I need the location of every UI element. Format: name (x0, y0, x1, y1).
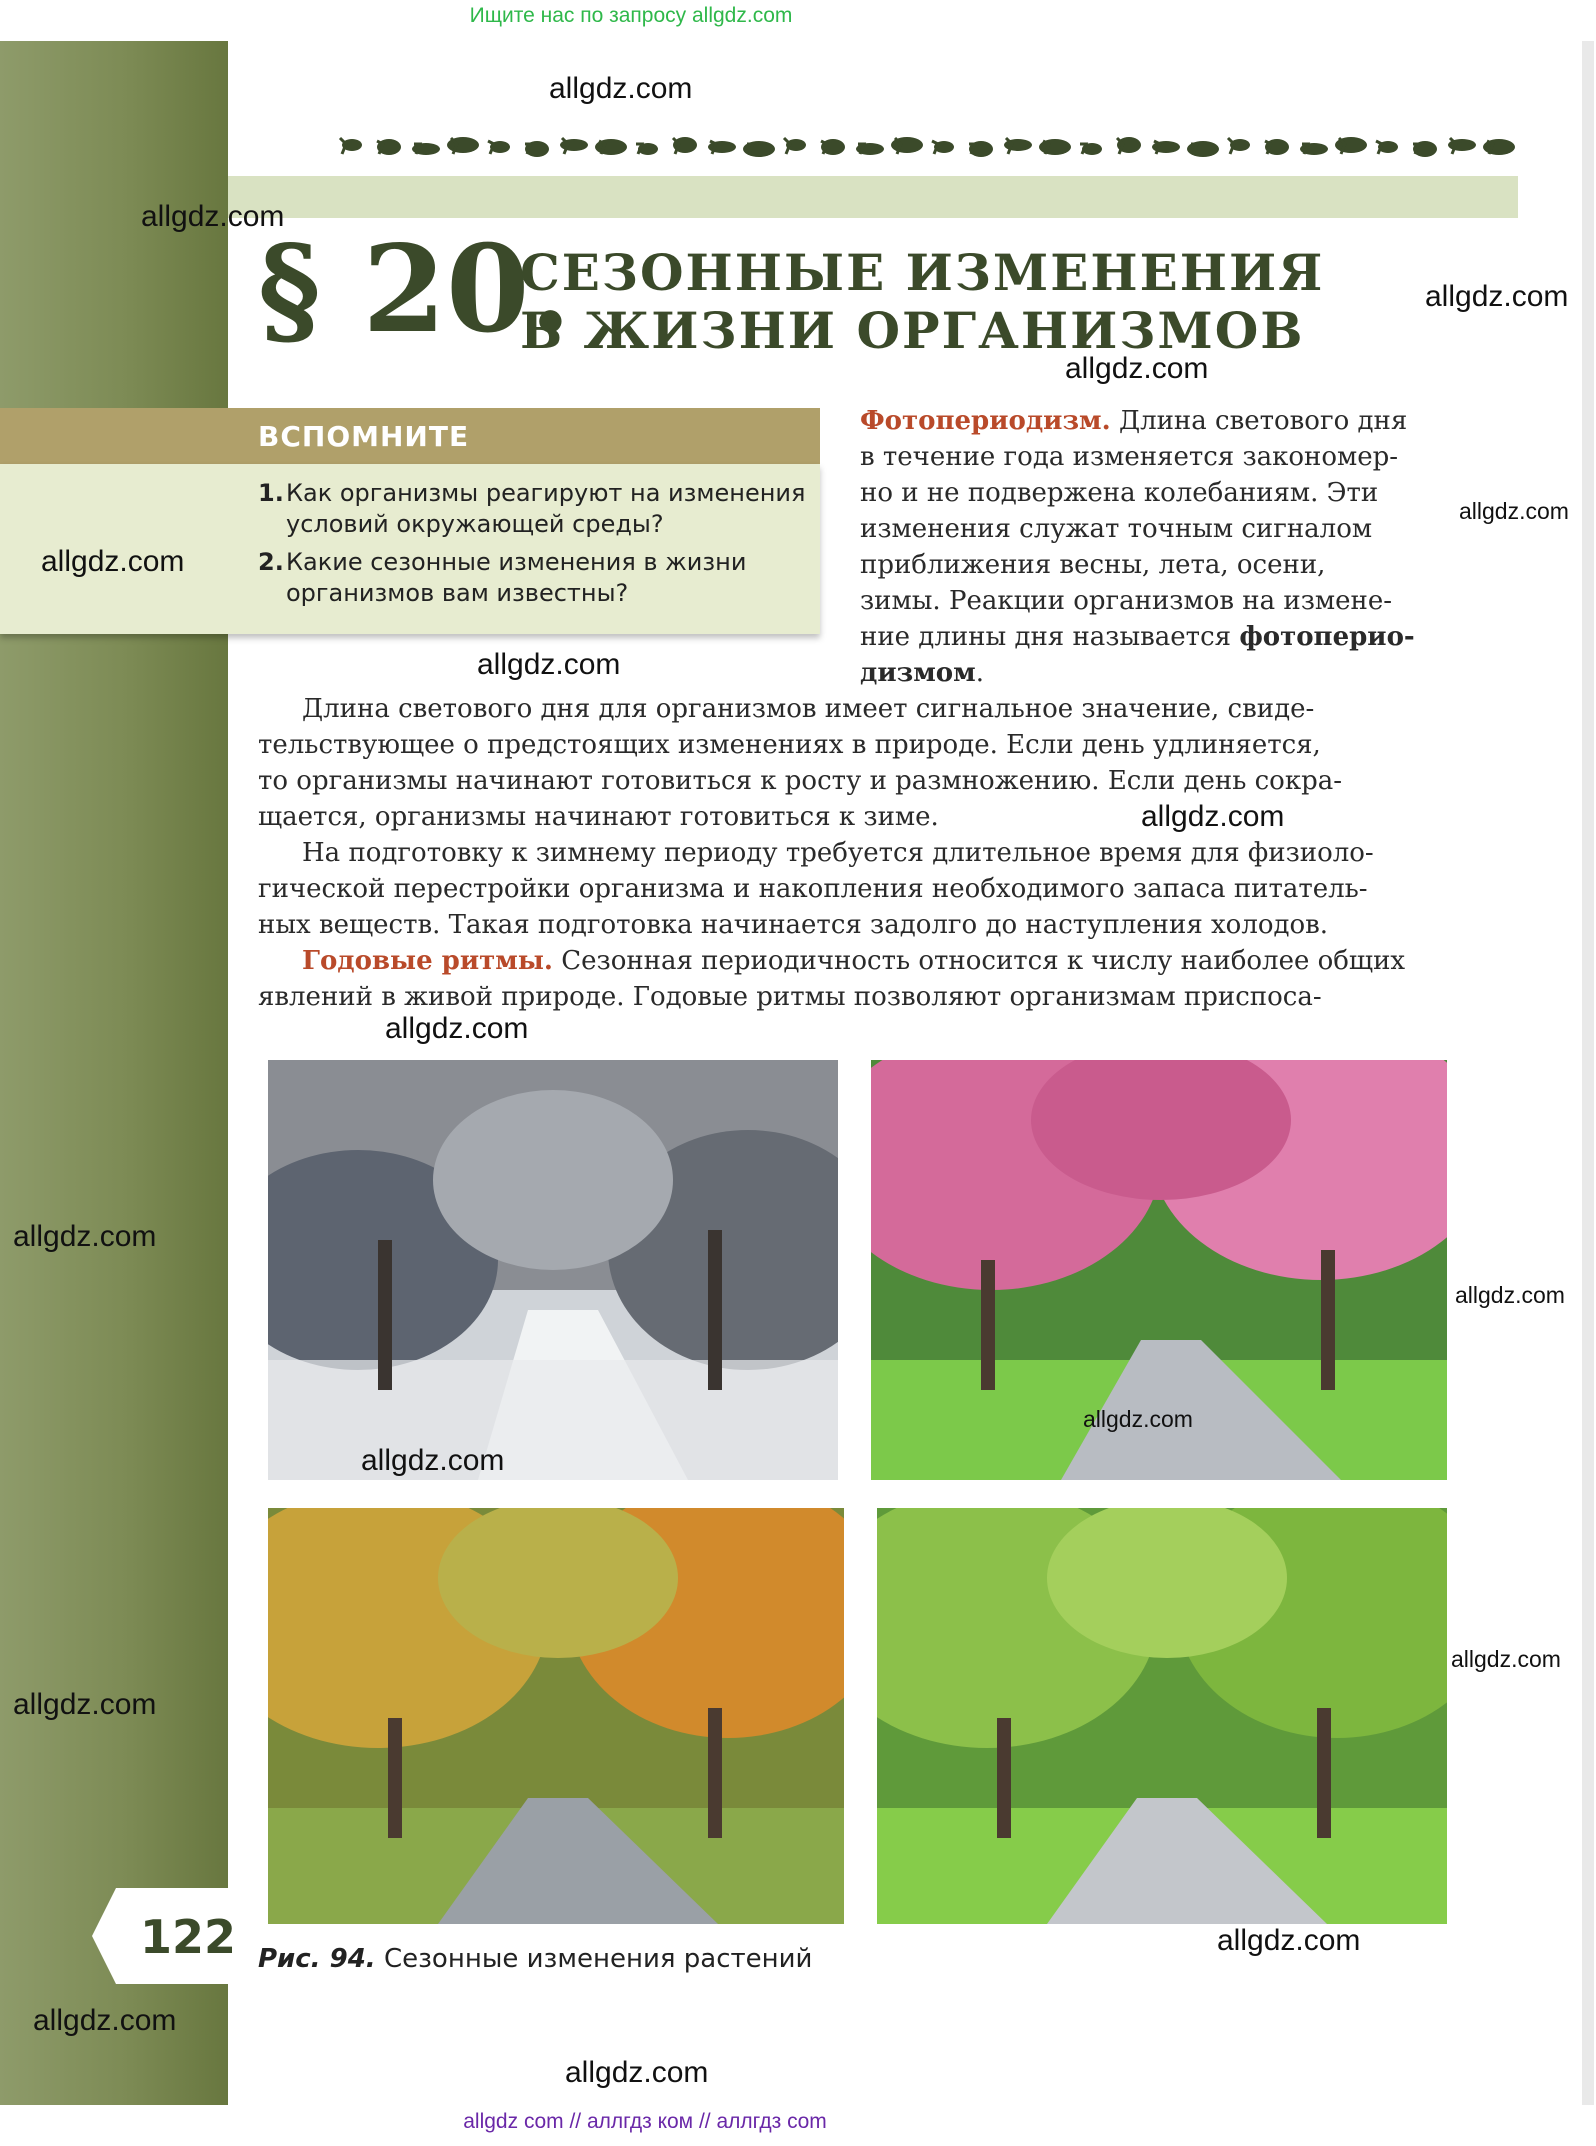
animal-silhouette-icon (1413, 141, 1437, 157)
animal-silhouettes-icon (334, 128, 1519, 162)
text-line: Длина светового дня для организмов имеет сигнальное значение, свиде- (302, 694, 1315, 724)
page-number: 122 (140, 1910, 237, 1964)
photo-summer (877, 1508, 1447, 1924)
animal-silhouette-icon (1152, 141, 1180, 154)
watermark: allgdz.com (1451, 1646, 1561, 1672)
remember-question-1 (258, 478, 818, 540)
text-line: в течение года изменяется закономер- (860, 442, 1399, 472)
animal-silhouette-icon (1039, 139, 1071, 155)
watermark: allgdz.com (1459, 498, 1569, 524)
watermark: allgdz.com (1217, 1924, 1361, 1957)
animal-silhouette-icon (340, 138, 362, 154)
animal-silhouette-icon (447, 137, 479, 154)
section-title (520, 244, 1324, 360)
watermark: allgdz.com (13, 1220, 157, 1253)
watermark: allgdz.com (1455, 1282, 1565, 1308)
figure-caption (258, 1944, 812, 1974)
title-band (228, 176, 1518, 218)
remember-question-2 (258, 547, 818, 609)
animal-silhouette-icon (1448, 138, 1476, 154)
watermark: allgdz.com (1425, 280, 1569, 313)
watermark: allgdz.com (1083, 1406, 1193, 1432)
side-band (0, 41, 228, 2105)
watermark: allgdz.com (477, 648, 621, 681)
text-line: но и не подвержена колебаниям. Эти (860, 478, 1379, 508)
animal-silhouette-icon (377, 139, 401, 155)
animal-silhouette-icon (560, 138, 588, 154)
photoperiodism-paragraph (860, 403, 1455, 691)
section-number: § 20. (258, 219, 572, 360)
animal-silhouette-icon (821, 139, 845, 155)
animal-silhouette-icon (708, 141, 736, 154)
section-title-line2: В ЖИЗНИ ОРГАНИЗМОВ (520, 301, 1305, 360)
main-text (258, 691, 1455, 1015)
text-line: ных веществ. Такая подготовка начинается задолго до наступления холодов. (258, 910, 1329, 940)
watermark: allgdz.com (549, 72, 693, 105)
photo-winter (268, 1060, 838, 1480)
text-line: ние длины дня называется (860, 622, 1232, 652)
animal-silhouette-icon (1117, 137, 1141, 154)
text-line: тельствующее о предстоящих изменениях в природе. Если день удлиняется, (258, 730, 1321, 760)
watermark: allgdz.com (33, 2004, 177, 2037)
animal-silhouette-icon (743, 141, 775, 157)
animal-silhouette-icon (673, 137, 697, 154)
question-text: Как организмы реагируют на изменения (286, 479, 806, 507)
animal-silhouette-icon (1300, 143, 1328, 155)
animal-silhouette-icon (969, 141, 993, 157)
watermark: allgdz.com (41, 545, 185, 578)
figure-caption-text: Сезонные изменения растений (383, 1944, 813, 1974)
animal-silhouette-icon (1335, 137, 1367, 154)
right-scroll-edge (1582, 41, 1594, 2105)
animal-silhouette-icon (525, 141, 549, 157)
question-number: 2. (258, 548, 284, 576)
watermark: allgdz.com (1141, 800, 1285, 833)
watermark: allgdz.com (385, 1012, 529, 1045)
text-line: приближения весны, лета, осени, (860, 550, 1326, 580)
watermark: allgdz.com (565, 2056, 709, 2089)
animal-silhouette-icon (636, 143, 658, 155)
animal-silhouette-icon (1080, 143, 1102, 155)
annual-rhythms-heading: Годовые ритмы. (302, 946, 553, 976)
question-text: организмов вам известны? (286, 579, 629, 607)
watermark: allgdz.com (13, 1688, 157, 1721)
animal-silhouette-icon (932, 141, 954, 154)
text-line: щается, организмы начинают готовиться к зиме. (258, 802, 939, 832)
text-line: . (975, 658, 984, 688)
animal-silhouette-icon (1187, 141, 1219, 157)
text-line: На подготовку к зимнему периоду требуется длительное время для физиоло- (302, 838, 1374, 868)
animal-silhouette-icon (488, 141, 510, 154)
animal-silhouette-icon (856, 143, 884, 155)
animal-silhouette-icon (1228, 138, 1250, 154)
animal-silhouette-icon (891, 137, 923, 154)
animal-silhouette-icon (412, 143, 440, 155)
photoperiodism-heading: Фотопериодизм. (860, 406, 1111, 436)
animal-silhouette-icon (1265, 139, 1289, 155)
watermark: allgdz.com (361, 1444, 505, 1477)
question-text: условий окружающей среды? (286, 510, 664, 538)
text-line: Длина светового дня (1118, 406, 1408, 436)
footer-links[interactable]: allgdz com // аллгдз ком // аллгдз com (463, 2110, 827, 2133)
text-line: то организмы начинают готовиться к росту и размножению. Если день сокра- (258, 766, 1343, 796)
remember-title: ВСПОМНИТЕ (258, 420, 470, 453)
text-line: зимы. Реакции организмов на измене- (860, 586, 1392, 616)
section-title-line1: СЕЗОННЫЕ ИЗМЕНЕНИЯ (520, 243, 1325, 302)
animal-silhouette-icon (1483, 139, 1515, 155)
top-banner[interactable]: Ищите нас по запросу allgdz.com (469, 4, 793, 27)
animal-silhouette-icon (1004, 138, 1032, 154)
watermark: allgdz.com (141, 200, 285, 233)
term-bold: дизмом (860, 658, 976, 688)
animal-silhouette-icon (1376, 141, 1398, 154)
text-line: явлений в живой природе. Годовые ритмы позволяют организмам приспоса- (258, 982, 1322, 1012)
text-line: гической перестройки организма и накопления необходимого запаса питатель- (258, 874, 1368, 904)
question-text: Какие сезонные изменения в жизни (286, 548, 747, 576)
animal-silhouette-icon (784, 138, 806, 154)
text-line: изменения служат точным сигналом (860, 514, 1373, 544)
question-number: 1. (258, 479, 284, 507)
term-bold: фотоперио- (1239, 622, 1415, 652)
text-line: Сезонная периодичность относится к числу наиболее общих (561, 946, 1406, 976)
animal-silhouette-icon (595, 139, 627, 155)
photo-autumn (268, 1508, 844, 1924)
watermark: allgdz.com (1065, 352, 1209, 385)
figure-label: Рис. 94. (258, 1944, 376, 1974)
